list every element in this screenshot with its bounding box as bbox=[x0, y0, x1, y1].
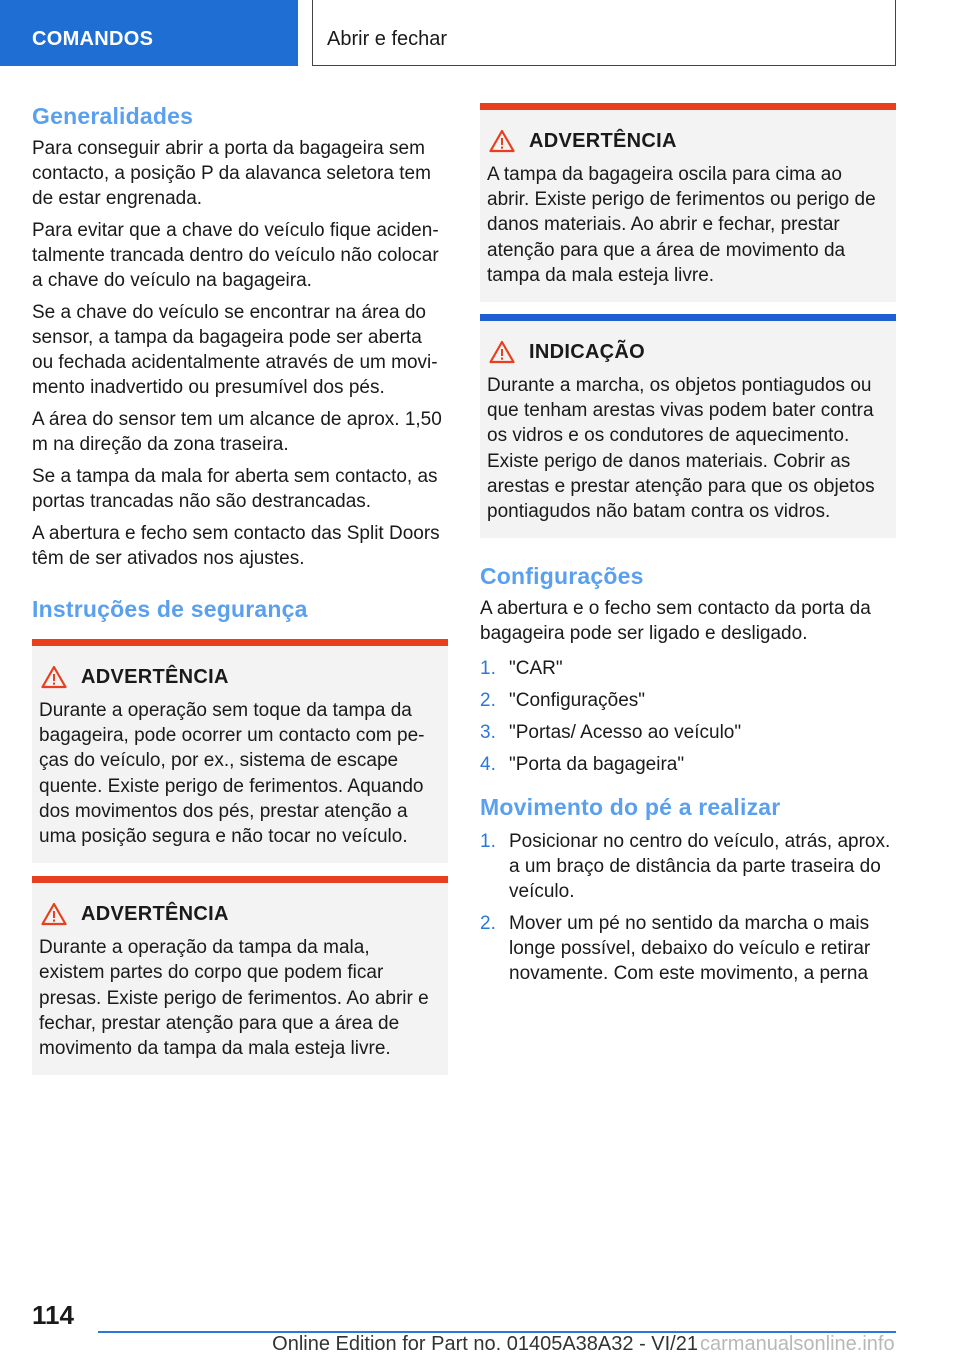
footer-edition: Online Edition for Part no. 01405A38A32 - VI/21 bbox=[272, 1333, 698, 1355]
info-label: INDICAÇÃO bbox=[529, 340, 646, 363]
right-column bbox=[480, 103, 896, 993]
footer-watermark: carmanualsonline.info bbox=[700, 1333, 895, 1355]
list-item bbox=[480, 720, 896, 745]
warning-header bbox=[487, 126, 888, 156]
warning-text: Durante a operação da tampa da mala, existem partes do corpo que podem ficar presas. Existe perigo de ferimentos. Ao abrir e fechar, prestar atenção para que a área de movimento da tampa da mala esteja livre. bbox=[39, 937, 429, 1060]
info-text: Durante a marcha, os objetos pontiagudos ou que tenham arestas vivas podem bater contra os vidros e os condutores de aquecimento. Existe perigo de danos materiais. Cobrir as arestas e prestar atenção para que os objetos pontiagudos não batam contra os vidros. bbox=[487, 375, 875, 523]
section-tab bbox=[0, 0, 298, 66]
step-number: 4. bbox=[480, 754, 496, 776]
config-steps bbox=[480, 656, 896, 777]
step-number: 2. bbox=[480, 690, 496, 712]
warning-triangle-icon bbox=[489, 340, 515, 364]
list-item bbox=[480, 911, 896, 986]
heading-movimento: Movimento do pé a realizar bbox=[480, 794, 781, 821]
info-header bbox=[487, 337, 888, 367]
step-text: "Configurações" bbox=[509, 690, 646, 712]
paragraph: Se a chave do veículo se encontrar na área do sensor, a tampa da bagageira pode ser aberta ou fechada acidentalmente através de um movi-mento inadvertido ou presumível dos pés. bbox=[32, 302, 438, 398]
step-text: Posicionar no centro do veículo, atrás, aprox. a um braço de distância da parte traseira do veículo. bbox=[509, 831, 891, 903]
paragraph: Se a tampa da mala for aberta sem contacto, as portas trancadas não são destrancadas. bbox=[32, 466, 438, 512]
warning-header bbox=[39, 899, 440, 929]
info-box bbox=[480, 314, 896, 538]
warning-header bbox=[39, 662, 440, 692]
page-header bbox=[312, 0, 896, 66]
warning-triangle-icon bbox=[41, 902, 67, 926]
step-text: "Portas/ Acesso ao veículo" bbox=[509, 722, 742, 744]
list-item bbox=[480, 656, 896, 681]
warning-box bbox=[32, 639, 448, 863]
page-number: 114 bbox=[32, 1300, 74, 1330]
step-number: 1. bbox=[480, 658, 496, 680]
paragraph: Para evitar que a chave do veículo fique aciden-talmente trancada dentro do veículo não colocar a chave do veículo na bagageira. bbox=[32, 220, 439, 291]
step-text: Mover um pé no sentido da marcha o mais longe possível, debaixo do veículo e retirar novamente. Com este movimento, a perna bbox=[509, 913, 871, 985]
step-number: 3. bbox=[480, 722, 496, 744]
section-title: COMANDOS bbox=[32, 28, 154, 50]
list-item bbox=[480, 829, 896, 904]
heading-seguranca: Instruções de segurança bbox=[32, 596, 308, 622]
warning-triangle-icon bbox=[489, 129, 515, 153]
step-text: "Porta da bagageira" bbox=[509, 754, 685, 776]
warning-label: ADVERTÊNCIA bbox=[81, 665, 229, 688]
warning-label: ADVERTÊNCIA bbox=[81, 902, 229, 925]
left-column bbox=[32, 100, 448, 1075]
paragraph: A abertura e fecho sem contacto das Split Doors têm de ser ativados nos ajustes. bbox=[32, 523, 440, 569]
warning-box bbox=[32, 876, 448, 1075]
paragraph: A área do sensor tem um alcance de aprox. 1,50 m na direção da zona traseira. bbox=[32, 409, 442, 455]
step-text: "CAR" bbox=[509, 658, 563, 680]
warning-label: ADVERTÊNCIA bbox=[529, 129, 677, 152]
warning-triangle-icon bbox=[41, 665, 67, 689]
page-title: Abrir e fechar bbox=[327, 28, 448, 50]
list-item bbox=[480, 688, 896, 713]
paragraph: A abertura e o fecho sem contacto da porta da bagageira pode ser ligado e desligado. bbox=[480, 598, 871, 645]
warning-text: Durante a operação sem toque da tampa da bagageira, pode ocorrer um contacto com pe-ças do veículo, por ex., sistema de escape quente. Existe perigo de ferimentos. Aquando dos movimentos dos pés, prestar atenção a uma posição segura e não tocar no veículo. bbox=[39, 700, 425, 848]
movement-steps bbox=[480, 829, 896, 986]
warning-text: A tampa da bagageira oscila para cima ao abrir. Existe perigo de ferimentos ou perigo de danos materiais. Ao abrir e fechar, prestar atenção para que a área de movimento da tampa da mala esteja livre. bbox=[487, 164, 876, 286]
step-number: 1. bbox=[480, 831, 496, 853]
step-number: 2. bbox=[480, 913, 496, 935]
heading-generalidades: Generalidades bbox=[32, 103, 194, 129]
heading-configuracoes: Configurações bbox=[480, 563, 644, 590]
paragraph: Para conseguir abrir a porta da bagageira sem contacto, a posição P da alavanca seletora tem de estar engrenada. bbox=[32, 138, 431, 209]
warning-box bbox=[480, 103, 896, 302]
list-item bbox=[480, 752, 896, 777]
